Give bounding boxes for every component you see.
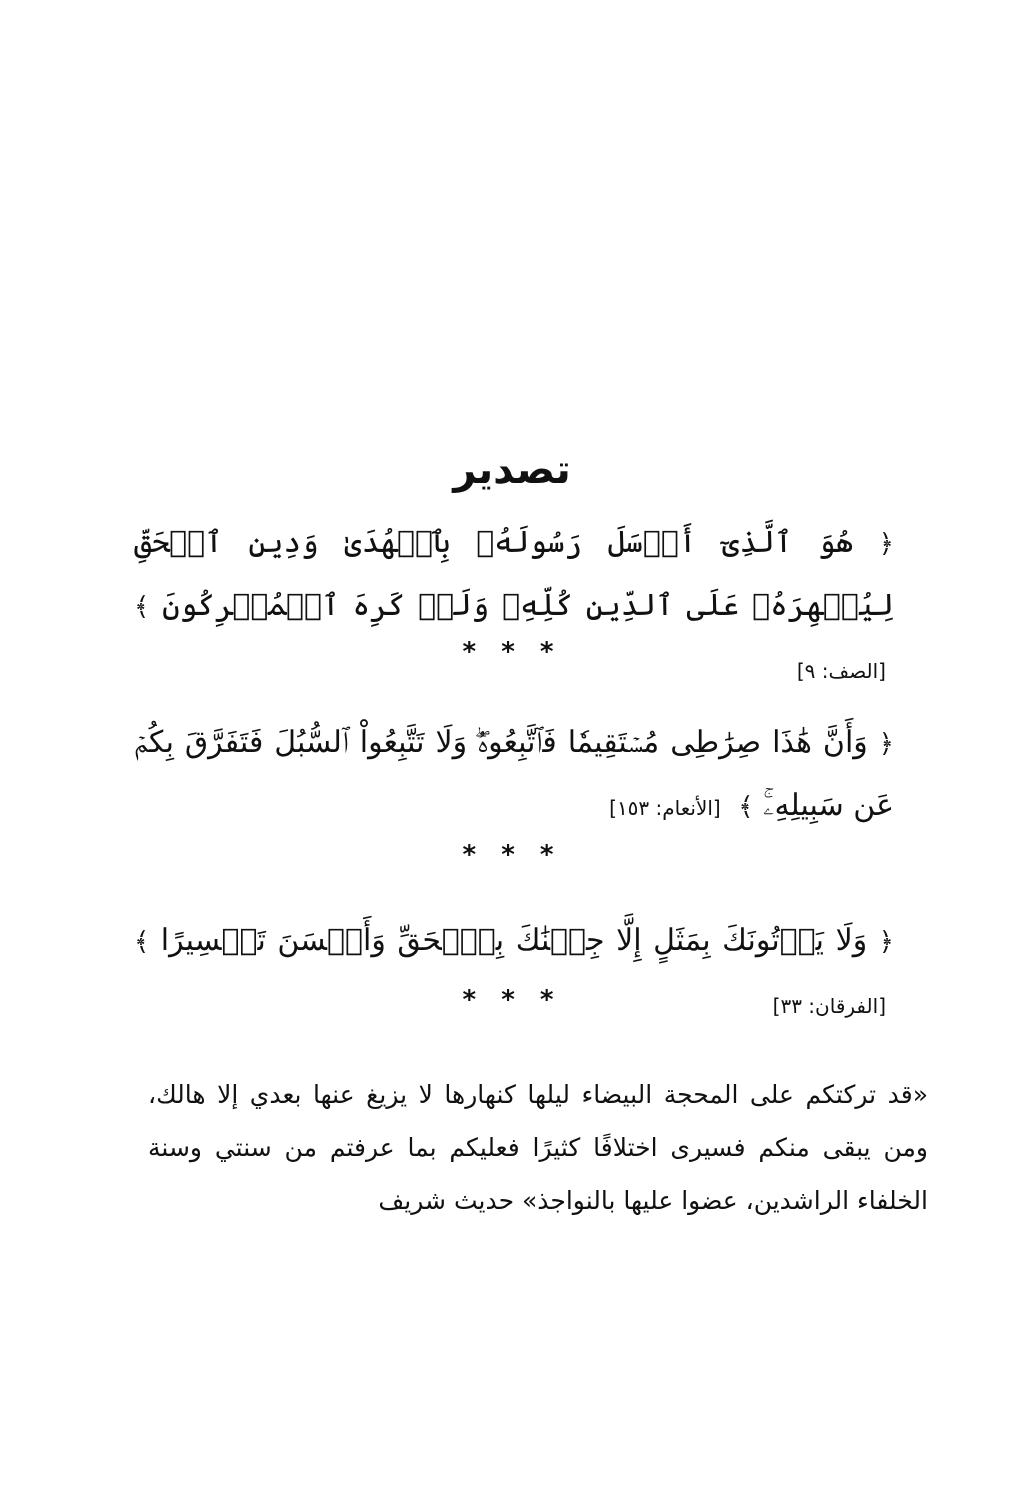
verse-open-bracket: ﴿ bbox=[878, 729, 894, 759]
verse-close-bracket: ﴾ bbox=[134, 927, 150, 957]
section-separator: * * * bbox=[462, 985, 562, 1015]
quran-verse-furqan bbox=[134, 910, 894, 1037]
verse-reference: [الأنعام: ١٥٣] bbox=[609, 796, 721, 820]
quran-verse-anam bbox=[134, 712, 894, 839]
verse-text: وَلَا يَأۡتُونَكَ بِمَثَلٍ إِلَّا جِئۡنَٰكَ بِٱلۡحَقِّ وَأَحۡسَنَ تَفۡسِيرًا bbox=[160, 923, 868, 958]
page-title: تصدير bbox=[453, 447, 571, 493]
hadith-quote: «قد تركتكم على المحجة البيضاء ليلها كنهارها لا يزيغ عنها بعدي إلا هالك، ومن يبقى منكم فسيرى اختلافًا كثيرًا فعليكم بما عرفتم من سنتي وسنة الخلفاء الراشدين، عضوا عليها بالنواجذ» حديث شريف bbox=[148, 1080, 928, 1215]
verse-close-bracket: ﴾ bbox=[738, 792, 754, 822]
verse-text: وَأَنَّ هَٰذَا صِرَٰطِى مُسۡتَقِيمٗا فَٱتَّبِعُوهُۖ وَلَا تَتَّبِعُواْ ٱلسُّبُلَ فَتَفَرَّقَ بِكُمۡ عَن سَبِيلِهِۦۚ bbox=[134, 725, 894, 823]
verse-reference: [الفرقان: ٣٣] bbox=[772, 994, 886, 1018]
verse-reference: [الصف: ٩] bbox=[796, 659, 886, 683]
verse-text: هُوَ ٱلَّذِىٓ أَرۡسَلَ رَسُولَهُۥ بِٱلۡهُدَىٰ وَدِينِ ٱلۡحَقِّ لِيُظۡهِرَهُۥ عَلَى ٱلدِّينِ كُلِّهِۦ وَلَوۡ كَرِهَ ٱلۡمُشۡرِكُونَ bbox=[134, 525, 894, 623]
verse-close-bracket: ﴾ bbox=[134, 592, 150, 622]
verse-open-bracket: ﴿ bbox=[878, 927, 894, 957]
section-separator: * * * bbox=[462, 637, 562, 667]
section-separator: * * * bbox=[462, 840, 562, 870]
verse-open-bracket: ﴿ bbox=[878, 529, 894, 559]
quran-verse-saff bbox=[134, 512, 894, 702]
